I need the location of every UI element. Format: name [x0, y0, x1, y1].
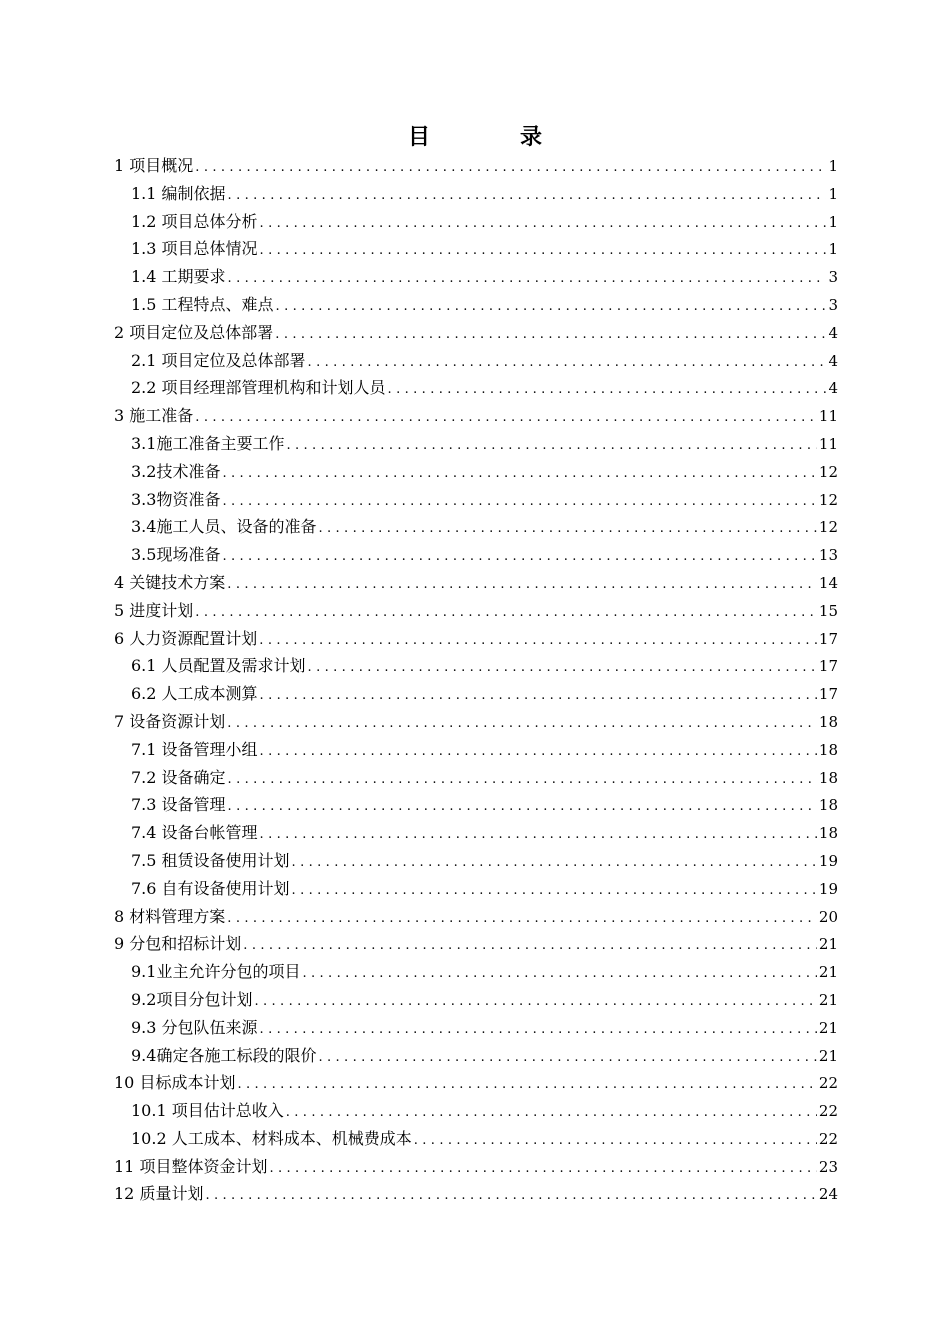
toc-entry-label: 7.6 自有设备使用计划: [131, 878, 290, 898]
toc-page-number: 18: [818, 768, 838, 787]
toc-page-number: 18: [818, 824, 838, 843]
toc-section-entry[interactable]: [114, 1153, 838, 1181]
toc-page-number: 1: [828, 157, 838, 175]
toc-entry-label: 8 材料管理方案: [114, 906, 226, 926]
toc-page-number: 3: [828, 268, 838, 287]
toc-page-number: 14: [818, 573, 838, 592]
toc-dot-leader: [260, 210, 827, 238]
toc-dot-leader: [195, 154, 826, 182]
toc-dot-leader: [228, 265, 827, 293]
toc-entry-label: 3.5现场准备: [131, 545, 221, 565]
toc-subsection-entry[interactable]: [114, 513, 838, 541]
toc-section-entry[interactable]: [114, 708, 838, 736]
toc-page-number: 1: [828, 240, 838, 259]
toc-subsection-entry[interactable]: [114, 875, 838, 903]
toc-section-entry[interactable]: [114, 1069, 838, 1097]
toc-subsection-entry[interactable]: [114, 652, 838, 680]
toc-entry-label: 7.3 设备管理: [131, 795, 226, 815]
toc-dot-leader: [318, 1044, 816, 1072]
toc-page-number: 18: [818, 796, 838, 815]
toc-page-number: 23: [818, 1157, 838, 1176]
toc-page-number: 24: [818, 1185, 838, 1204]
toc-dot-leader: [227, 710, 817, 738]
toc-dot-leader: [228, 793, 817, 821]
toc-section-entry[interactable]: [114, 402, 838, 430]
toc-dot-leader: [227, 905, 817, 933]
toc-subsection-entry[interactable]: [114, 458, 838, 486]
toc-dot-leader: [222, 460, 816, 488]
toc-page-number: 20: [818, 907, 838, 926]
toc-dot-leader: [292, 849, 817, 877]
toc-page-number: 12: [818, 490, 838, 509]
toc-subsection-entry[interactable]: [114, 180, 838, 208]
toc-subsection-entry[interactable]: [114, 1014, 838, 1042]
toc-entry-label: 6.2 人工成本测算: [131, 684, 258, 704]
toc-page-number: 11: [818, 434, 838, 453]
toc-dot-leader: [205, 1182, 816, 1210]
toc-title: 目 录: [407, 124, 576, 150]
toc-page-number: 18: [818, 712, 838, 731]
toc-subsection-entry[interactable]: [114, 541, 838, 569]
toc-entry-label: 6 人力资源配置计划: [114, 628, 258, 648]
toc-subsection-entry[interactable]: [114, 263, 838, 291]
toc-page-number: 17: [818, 657, 838, 676]
toc-page-number: 1: [828, 212, 838, 231]
toc-entry-label: 9 分包和招标计划: [114, 934, 242, 954]
toc-entry-label: 7.4 设备台帐管理: [131, 823, 258, 843]
toc-dot-leader: [260, 738, 817, 766]
toc-entry-label: 3.1施工准备主要工作: [131, 433, 285, 453]
toc-section-entry[interactable]: [114, 152, 838, 180]
toc-dot-leader: [195, 404, 817, 432]
toc-page-number: 22: [818, 1074, 838, 1093]
toc-entry-label: 7 设备资源计划: [114, 711, 226, 731]
toc-entry-label: 12 质量计划: [114, 1184, 204, 1204]
toc-page-number: 4: [828, 379, 838, 398]
toc-subsection-entry[interactable]: [114, 430, 838, 458]
toc-page-number: 12: [818, 518, 838, 537]
toc-subsection-entry[interactable]: [114, 791, 838, 819]
toc-page-number: 3: [828, 295, 838, 314]
toc-page-number: 1: [828, 184, 838, 203]
toc-page-number: 21: [818, 1018, 838, 1037]
toc-subsection-entry[interactable]: [114, 958, 838, 986]
toc-section-entry[interactable]: [114, 1180, 838, 1208]
toc-page-number: 21: [818, 1046, 838, 1065]
toc-subsection-entry[interactable]: [114, 1097, 838, 1125]
toc-page-number: 12: [818, 462, 838, 481]
toc-dot-leader: [269, 1155, 816, 1183]
toc-entry-label: 3.2技术准备: [131, 461, 221, 481]
toc-page-number: 11: [818, 407, 838, 426]
toc-section-entry[interactable]: [114, 597, 838, 625]
toc-entry-label: 2.1 项目定位及总体部署: [131, 350, 306, 370]
toc-page-number: 22: [818, 1129, 838, 1148]
toc-page-number: 4: [828, 323, 838, 342]
toc-page-number: 19: [818, 851, 838, 870]
toc-page-number: 22: [818, 1102, 838, 1121]
toc-dot-leader: [260, 682, 817, 710]
toc-subsection-entry[interactable]: [114, 986, 838, 1014]
toc-entry-label: 7.2 设备确定: [131, 767, 226, 787]
toc-entry-label: 9.2项目分包计划: [131, 989, 253, 1009]
toc-entry-label: 7.1 设备管理小组: [131, 739, 258, 759]
toc-entry-label: 2 项目定位及总体部署: [114, 322, 274, 342]
toc-entry-label: 1.1 编制依据: [131, 183, 226, 203]
toc-page-number: 21: [818, 935, 838, 954]
toc-dot-leader: [243, 932, 817, 960]
toc-entry-label: 11 项目整体资金计划: [114, 1156, 268, 1176]
toc-entry-label: 10 目标成本计划: [114, 1073, 236, 1093]
toc-dot-leader: [308, 349, 827, 377]
toc-entry-label: 3.3物资准备: [131, 489, 221, 509]
toc-dot-leader: [388, 376, 827, 404]
toc-entry-label: 10.1 项目估计总收入: [131, 1101, 284, 1121]
toc-entry-label: 1.2 项目总体分析: [131, 211, 258, 231]
toc-subsection-entry[interactable]: [114, 1125, 838, 1153]
toc-dot-leader: [195, 599, 817, 627]
toc-section-entry[interactable]: [114, 930, 838, 958]
toc-subsection-entry[interactable]: [114, 374, 838, 402]
toc-entry-label: 7.5 租赁设备使用计划: [131, 850, 290, 870]
toc-entry-label: 6.1 人员配置及需求计划: [131, 656, 306, 676]
toc-dot-leader: [302, 960, 816, 988]
toc-dot-leader: [260, 821, 817, 849]
toc-entry-label: 4 关键技术方案: [114, 572, 226, 592]
toc-dot-leader: [260, 237, 827, 265]
toc-subsection-entry[interactable]: [114, 347, 838, 375]
toc-dot-leader: [286, 432, 816, 460]
toc-dot-leader: [254, 988, 816, 1016]
toc-page-number: 17: [818, 685, 838, 704]
toc-entry-label: 3.4施工人员、设备的准备: [131, 517, 317, 537]
toc-dot-leader: [222, 488, 816, 516]
toc-dot-leader: [275, 321, 826, 349]
toc-page-number: 21: [818, 990, 838, 1009]
toc-entry-label: 9.3 分包队伍来源: [131, 1017, 258, 1037]
table-of-contents: [114, 152, 838, 1208]
toc-subsection-entry[interactable]: [114, 208, 838, 236]
toc-section-entry[interactable]: [114, 903, 838, 931]
toc-dot-leader: [259, 627, 817, 655]
toc-dot-leader: [292, 877, 817, 905]
toc-dot-leader: [228, 182, 827, 210]
toc-entry-label: 9.1业主允许分包的项目: [131, 962, 301, 982]
toc-page-number: 4: [828, 351, 838, 370]
toc-entry-label: 1.3 项目总体情况: [131, 239, 258, 259]
toc-dot-leader: [237, 1071, 816, 1099]
toc-dot-leader: [318, 515, 816, 543]
toc-section-entry[interactable]: [114, 319, 838, 347]
toc-dot-leader: [286, 1099, 817, 1127]
toc-entry-label: 1 项目概况: [114, 156, 194, 175]
toc-dot-leader: [260, 1016, 817, 1044]
toc-subsection-entry[interactable]: [114, 736, 838, 764]
toc-entry-label: 5 进度计划: [114, 600, 194, 620]
toc-subsection-entry[interactable]: [114, 819, 838, 847]
toc-page-number: 21: [818, 963, 838, 982]
toc-subsection-entry[interactable]: [114, 680, 838, 708]
toc-entry-label: 1.5 工程特点、难点: [131, 294, 274, 314]
toc-page-number: 17: [818, 629, 838, 648]
toc-subsection-entry[interactable]: [114, 1042, 838, 1070]
toc-dot-leader: [222, 543, 816, 571]
toc-subsection-entry[interactable]: [114, 764, 838, 792]
toc-page-number: 19: [818, 879, 838, 898]
toc-entry-label: 10.2 人工成本、材料成本、机械费成本: [131, 1128, 412, 1148]
toc-subsection-entry[interactable]: [114, 847, 838, 875]
toc-page-number: 18: [818, 740, 838, 759]
toc-section-entry[interactable]: [114, 625, 838, 653]
toc-section-entry[interactable]: [114, 569, 838, 597]
toc-dot-leader: [276, 293, 827, 321]
toc-entry-label: 3 施工准备: [114, 406, 194, 426]
toc-page-number: 13: [818, 546, 838, 565]
toc-page-number: 15: [818, 601, 838, 620]
toc-entry-label: 2.2 项目经理部管理机构和计划人员: [131, 378, 386, 398]
toc-subsection-entry[interactable]: [114, 291, 838, 319]
toc-dot-leader: [308, 654, 817, 682]
toc-dot-leader: [227, 571, 817, 599]
toc-subsection-entry[interactable]: [114, 235, 838, 263]
toc-dot-leader: [414, 1127, 817, 1155]
toc-subsection-entry[interactable]: [114, 486, 838, 514]
toc-dot-leader: [228, 766, 817, 794]
toc-entry-label: 9.4确定各施工标段的限价: [131, 1045, 317, 1065]
toc-entry-label: 1.4 工期要求: [131, 267, 226, 287]
